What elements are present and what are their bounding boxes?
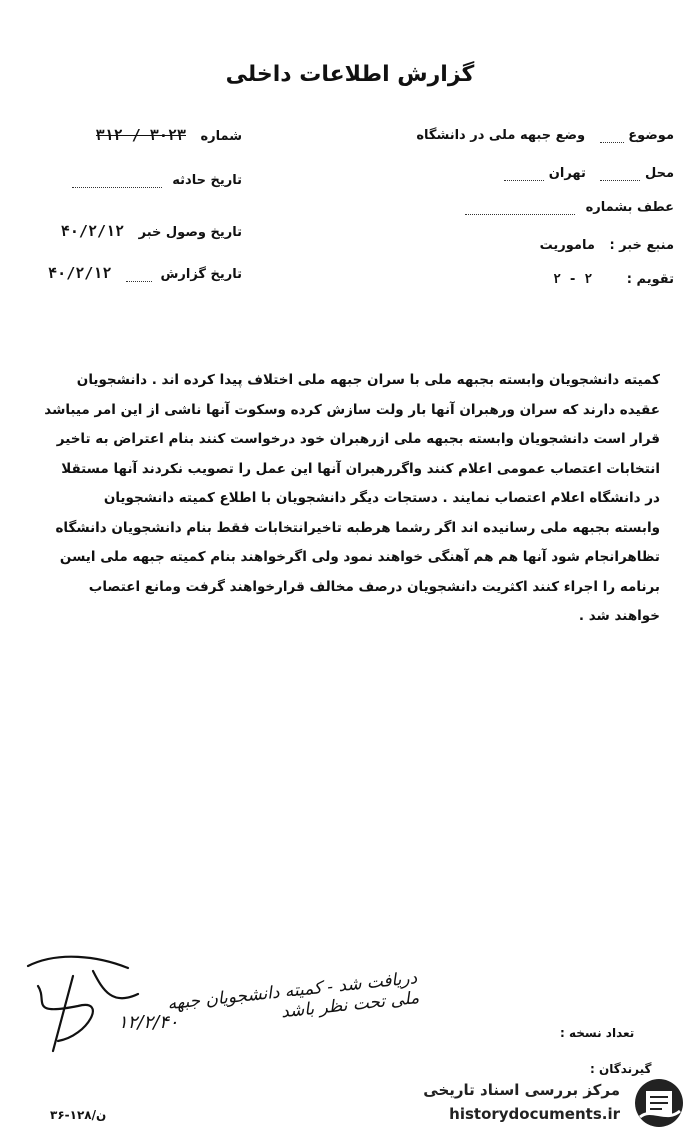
body-line: تظاهرانجام شود آنها هم هم آهنگی خواهند نمود ولی اگرخواهند بنام کمیته جبهه ملی ایسن [59, 549, 660, 565]
handwritten-date: ۱۲/۲/۴۰ [118, 1012, 179, 1033]
dotted-line [504, 180, 544, 181]
document-code: ۳۶-۱۲۸/ن [50, 1108, 107, 1122]
body-line: کمیته دانشجویان وابسته بجبهه ملی با سران جبهه ملی اختلاف پیدا کرده اند . دانشجویان [76, 372, 660, 388]
reference-label: عطف بشماره [585, 200, 674, 215]
incident-date-label: تاریخ حادثه [172, 173, 242, 188]
dotted-line [72, 187, 162, 188]
body-line: خواهند شد . [578, 608, 660, 624]
report-date-label: تاریخ گزارش [160, 267, 242, 282]
body-line: وابسته بجبهه ملی رسانیده اند اگر رشما هرطبه تاخیرانتخابات فقط بنام دانشجویان دانشگاه [55, 519, 660, 536]
report-date-value: ۴۰/۲/۱۲ [48, 264, 112, 282]
body-line: قرار است دانشجویان وابسته بجبهه ملی ازرهبران خود درخواست کنند بنام اعتراض به تاخیر [56, 431, 660, 447]
dotted-line [600, 142, 624, 143]
rating-label: تقویم : [626, 272, 674, 287]
dotted-line [465, 214, 575, 215]
body-line: انتخابات اعتصاب عمومی اعلام کنند واگررهبران آنها این عمل را تصویب نکردند آنها مستقلا [61, 460, 660, 477]
incident-date-field [72, 173, 242, 188]
source-label: منبع خبر : [609, 238, 674, 253]
archive-logo-icon [632, 1077, 686, 1129]
number-label: شماره [200, 129, 242, 144]
number-field [96, 126, 242, 144]
handwritten-note: دریافت شد - کمیته دانشجویان جبهه ملی تحت نظر باشد [166, 968, 421, 1023]
place-value: تهران [548, 166, 586, 181]
archive-watermark [420, 1075, 690, 1130]
number-value: ۳۱۲ / ۳۰۲۳ [95, 126, 186, 144]
report-body [40, 366, 660, 632]
dotted-line [126, 281, 152, 282]
subject-value: وضع جبهه ملی در دانشگاه [416, 128, 586, 143]
watermark-org-name: مرکز بررسی اسناد تاریخی [423, 1081, 620, 1099]
received-date-value: ۴۰/۲/۱۲ [60, 222, 125, 240]
recipients-label: گیرندگان : [590, 1062, 652, 1076]
copies-label: تعداد نسخه : [560, 1026, 635, 1040]
body-line: عقیده دارند که سران ورهبران آنها بار ولت سازش کرده وسکوت آنها ناشی از این امر میباشد [44, 401, 660, 418]
place-label: محل [644, 166, 674, 181]
rating-value: ۲ - ۲ [553, 272, 593, 287]
dotted-line [600, 180, 640, 181]
report-date-field [48, 264, 242, 282]
rating-field [553, 272, 674, 287]
source-value: ماموریت [539, 238, 595, 253]
signature-scribble [18, 946, 168, 1056]
document-title: گزارش اطلاعات داخلی [225, 62, 475, 87]
body-line: در دانشگاه اعلام اعتصاب نمایند . دستجات دیگر دانشجویان با اطلاع کمیته دانشجویان [103, 490, 660, 506]
received-date-label: تاریخ وصول خبر [138, 225, 242, 240]
source-field [540, 238, 674, 253]
watermark-url: historydocuments.ir [449, 1105, 620, 1123]
reference-field [465, 200, 674, 215]
received-date-field [61, 222, 242, 240]
place-field [504, 166, 674, 181]
body-line: برنامه را اجراء کنند اکثریت دانشجویان درصف مخالف قرارخواهند گرفت ومانع اعتصاب [88, 578, 660, 595]
subject-field [416, 128, 674, 143]
subject-label: موضوع [628, 128, 674, 143]
